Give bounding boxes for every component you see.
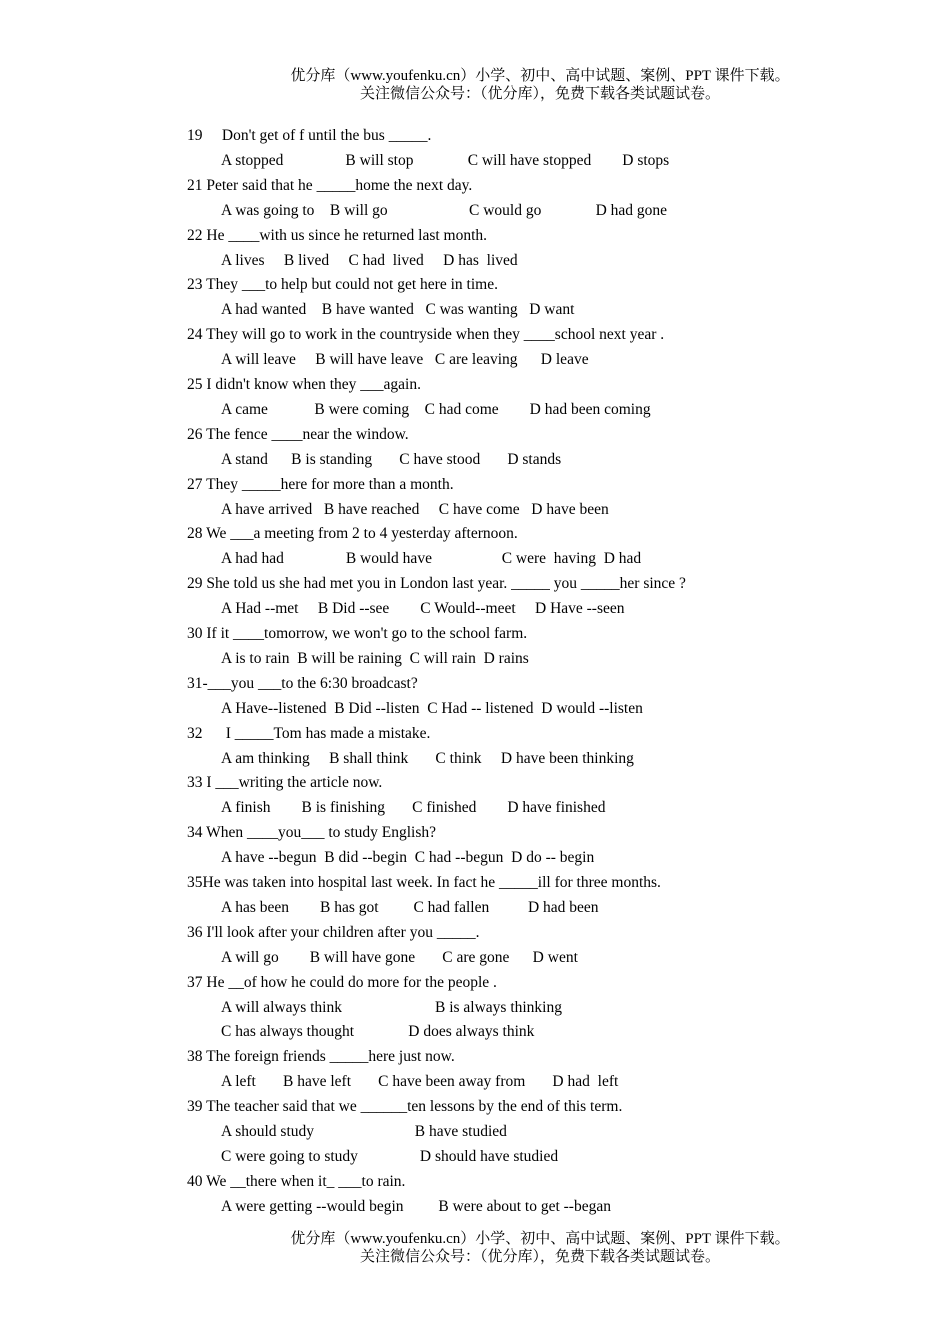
answer-options: A had had B would have C were having D had [221, 550, 642, 568]
footer-line-1: 优分库（www.youfenku.cn）小学、初中、高中试题、案例、PPT 课件下载。 [290, 1231, 790, 1247]
header-line-1: 优分库（www.youfenku.cn）小学、初中、高中试题、案例、PPT 课件下载。 [290, 68, 790, 84]
answer-options: A Have--listened B Did --listen C Had -- listened D would --listen [221, 699, 643, 717]
footer-line-2: 关注微信公众号：（优分库），免费下载各类试题试卷。 [359, 1249, 720, 1265]
answer-options: C were going to study D should have studied [221, 1147, 559, 1165]
page-header [0, 67, 950, 103]
answer-options: A came B were coming C had come D had been coming [221, 400, 651, 418]
question-stem: 21 Peter said that he _____home the next day. [187, 176, 473, 194]
answer-options: A have arrived B have reached C have come D have been [221, 500, 609, 518]
answer-options: A have --begun B did --begin C had --begun D do -- begin [221, 849, 595, 867]
answer-options: A was going to B will go C would go D had gone [221, 201, 668, 219]
answer-options: A is to rain B will be raining C will rain D rains [221, 649, 529, 667]
question-stem: 32 I _____Tom has made a mistake. [187, 724, 431, 742]
answer-options: A finish B is finishing C finished D have finished [221, 799, 606, 817]
question-stem: 38 The foreign friends _____here just now. [187, 1048, 455, 1066]
answer-options: A had wanted B have wanted C was wanting D want [221, 301, 575, 319]
question-stem: 29 She told us she had met you in London last year. _____ you _____her since ? [187, 575, 686, 593]
answer-options: A has been B has got C had fallen D had been [221, 898, 599, 916]
question-stem: 24 They will go to work in the countryside when they ____school next year . [187, 326, 665, 344]
page-footer [0, 1230, 950, 1266]
question-stem: 26 The fence ____near the window. [187, 425, 409, 443]
answer-options: A should study B have studied [221, 1123, 507, 1140]
answer-options: A stopped B will stop C will have stopped D stops [221, 151, 670, 169]
question-stem: 36 I'll look after your children after you _____. [187, 923, 480, 941]
question-stem: 25 I didn't know when they ___again. [187, 376, 421, 393]
question-stem: 33 I ___writing the article now. [187, 774, 383, 792]
question-stem: 27 They _____here for more than a month. [187, 475, 454, 493]
question-stem: 39 The teacher said that we ______ten lessons by the end of this term. [187, 1098, 623, 1116]
answer-options: A will leave B will have leave C are leaving D leave [221, 351, 589, 369]
question-stem: 40 We __there when it_ ___to rain. [187, 1172, 406, 1190]
question-stem: 19 Don't get of f until the bus _____. [187, 127, 432, 144]
answer-options: A am thinking B shall think C think D have been thinking [221, 749, 634, 767]
question-stem: 28 We ___a meeting from 2 to 4 yesterday afternoon. [187, 525, 518, 543]
question-stem: 22 He ____with us since he returned last month. [187, 226, 488, 244]
answer-options: A will always think B is always thinking [221, 998, 562, 1016]
answer-options: A left B have left C have been away from D had left [221, 1073, 619, 1091]
answer-options: A will go B will have gone C are gone D went [221, 948, 578, 966]
question-stem: 37 He __of how he could do more for the people . [187, 973, 497, 991]
answer-options: A were getting --would begin B were about to get --began [221, 1197, 611, 1215]
question-stem: 31-___you ___to the 6:30 broadcast? [187, 674, 418, 692]
answer-options: A stand B is standing C have stood D stands [221, 450, 562, 468]
question-stem: 23 They ___to help but could not get here in time. [187, 276, 498, 294]
question-stem: 30 If it ____tomorrow, we won't go to the school farm. [187, 625, 528, 642]
answer-options: A Had --met B Did --see C Would--meet D Have --seen [221, 600, 625, 618]
answer-options: C has always thought D does always think [221, 1023, 535, 1041]
question-stem: 34 When ____you___ to study English? [187, 824, 436, 842]
header-line-2: 关注微信公众号：（优分库），免费下载各类试题试卷。 [359, 86, 720, 102]
answer-options: A lives B lived C had lived D has lived [221, 251, 518, 269]
question-stem: 35He was taken into hospital last week. In fact he _____ill for three months. [187, 874, 661, 891]
